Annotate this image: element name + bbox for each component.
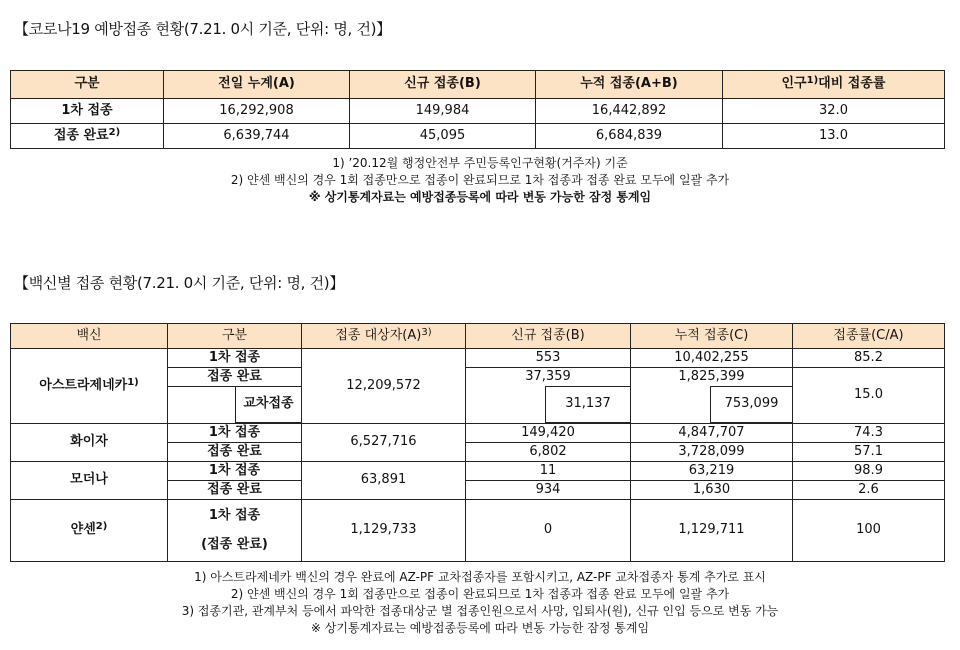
footnote-disclaimer: ※ 상기통계자료는 예방접종등록에 따라 변동 가능한 잠정 통계임: [308, 190, 652, 204]
cell-prev-total: 6,639,744: [164, 124, 350, 149]
type-janssen: [168, 500, 302, 562]
vaccine-name: 얀센: [70, 522, 96, 538]
section1-footnotes: [0, 155, 960, 206]
cell-new: 6,802: [466, 443, 631, 462]
cell-new: 0: [466, 500, 631, 562]
cell-cumulative: 1,630: [631, 481, 793, 500]
cell-target: 63,891: [302, 462, 466, 500]
cell-rate: 85.2: [793, 349, 945, 368]
type-first-dose: 1차 접종: [168, 349, 302, 368]
vaccine-astrazeneca: [11, 349, 168, 424]
header-target-footnote: 3): [421, 326, 432, 338]
header-category: 구분: [11, 71, 164, 99]
cell-rate: 2.6: [793, 481, 945, 500]
vaccine-footnote: 2): [95, 521, 108, 533]
vaccine-janssen: [11, 500, 168, 562]
header-rate: 접종률(C/A): [793, 324, 945, 349]
cell-cross-new: 31,137: [546, 387, 631, 423]
cell-cross-cumulative: 753,099: [711, 387, 793, 423]
table-row: [11, 124, 945, 149]
type-cross-vaccination: 교차접종: [236, 387, 302, 423]
type-completed: 접종 완료: [168, 443, 302, 462]
section2-heading: 【백신별 접종 현황(7.21. 0시 기준, 단위: 명, 건)】: [14, 274, 345, 292]
footnote: 1) ’20.12월 행정안전부 주민등록인구현황(거주자) 기준: [332, 156, 628, 170]
cum-spacer: [631, 387, 711, 423]
cell-new: 553: [466, 349, 631, 368]
header-target: [302, 324, 466, 349]
header-rate-suffix: 대비 접종률: [818, 76, 886, 92]
type-completed: 접종 완료: [168, 368, 302, 387]
header-prev-total: 전일 누계(A): [164, 71, 350, 99]
cell-new: 37,359: [466, 368, 631, 387]
vaccine-moderna: 모더나: [11, 462, 168, 500]
cell-cumulative: 6,684,839: [536, 124, 723, 149]
cell-rate: 13.0: [723, 124, 945, 149]
cell-cumulative: 63,219: [631, 462, 793, 481]
cell-target: 12,209,572: [302, 349, 466, 424]
cell-target: 1,129,733: [302, 500, 466, 562]
header-new: 신규 접종(B): [466, 324, 631, 349]
cell-cumulative: 1,129,711: [631, 500, 793, 562]
cell-rate: 100: [793, 500, 945, 562]
cell-cumulative: 16,442,892: [536, 99, 723, 124]
section2-footnotes: [0, 569, 960, 637]
cell-new: 934: [466, 481, 631, 500]
row-label: 1차 접종: [11, 99, 164, 124]
cell-rate: 32.0: [723, 99, 945, 124]
header-rate-prefix: 인구: [781, 76, 807, 92]
cell-new: 149,984: [350, 99, 536, 124]
type-first-dose: 1차 접종: [168, 424, 302, 443]
header-rate-footnote: 1): [806, 75, 819, 87]
header-type: 구분: [168, 324, 302, 349]
type-first-dose: 1차 접종: [208, 507, 261, 523]
cell-rate: 74.3: [793, 424, 945, 443]
cell-rate: 15.0: [793, 368, 945, 424]
footnote: 2) 얀센 백신의 경우 1회 접종만으로 접종이 완료되므로 1차 접종과 접종 완료 모두에 일괄 추가: [230, 173, 730, 187]
header-target-text: 접종 대상자(A): [335, 327, 422, 343]
vaccine-breakdown-table: [10, 323, 945, 562]
table-row: [11, 99, 945, 124]
cell-rate: 57.1: [793, 443, 945, 462]
type-first-dose: 1차 접종: [168, 462, 302, 481]
cell-new: 11: [466, 462, 631, 481]
cell-cumulative: 3,728,099: [631, 443, 793, 462]
vaccine-footnote: 1): [127, 376, 139, 388]
type-spacer: [168, 387, 236, 423]
cell-cumulative: 1,825,399: [631, 368, 793, 387]
footnote: 2) 얀센 백신의 경우 1회 접종만으로 접종이 완료되므로 1차 접종과 접종 완료 모두에 일괄 추가: [230, 587, 730, 601]
cell-new: 45,095: [350, 124, 536, 149]
row-label: [11, 124, 164, 149]
cell-new: 149,420: [466, 424, 631, 443]
vaccine-name: 아스트라제네카: [39, 377, 128, 393]
section1-heading: 【코로나19 예방접종 현황(7.21. 0시 기준, 단위: 명, 건)】: [14, 20, 391, 38]
cell-target: 6,527,716: [302, 424, 466, 462]
header-cumulative: 누적 접종(C): [631, 324, 793, 349]
row-label-text: 접종 완료: [53, 127, 109, 143]
header-vaccine: 백신: [11, 324, 168, 349]
header-cumulative: 누적 접종(A+B): [536, 71, 723, 99]
footnote-disclaimer: ※ 상기통계자료는 예방접종등록에 따라 변동 가능한 잠정 통계임: [310, 621, 650, 635]
cell-cumulative: 4,847,707: [631, 424, 793, 443]
vaccine-pfizer: 화이자: [11, 424, 168, 462]
cell-prev-total: 16,292,908: [164, 99, 350, 124]
footnote: 3) 접종기관, 관계부처 등에서 파악한 접종대상군 별 접종인원으로서 사망, 입퇴사(원), 신규 인입 등으로 변동 가능: [181, 604, 779, 618]
overall-vaccination-table: [10, 70, 945, 149]
header-new: 신규 접종(B): [350, 71, 536, 99]
type-completed: 접종 완료: [168, 481, 302, 500]
footnote: 1) 아스트라제네카 백신의 경우 완료에 AZ-PF 교차접종자를 포함시키고, AZ-PF 교차접종자 통계 추가로 표시: [194, 570, 766, 584]
new-spacer: [466, 387, 546, 423]
type-completed: (접종 완료): [201, 536, 268, 552]
cell-cumulative: 10,402,255: [631, 349, 793, 368]
cell-rate: 98.9: [793, 462, 945, 481]
row-label-footnote: 2): [108, 126, 121, 138]
header-rate: [723, 71, 945, 99]
